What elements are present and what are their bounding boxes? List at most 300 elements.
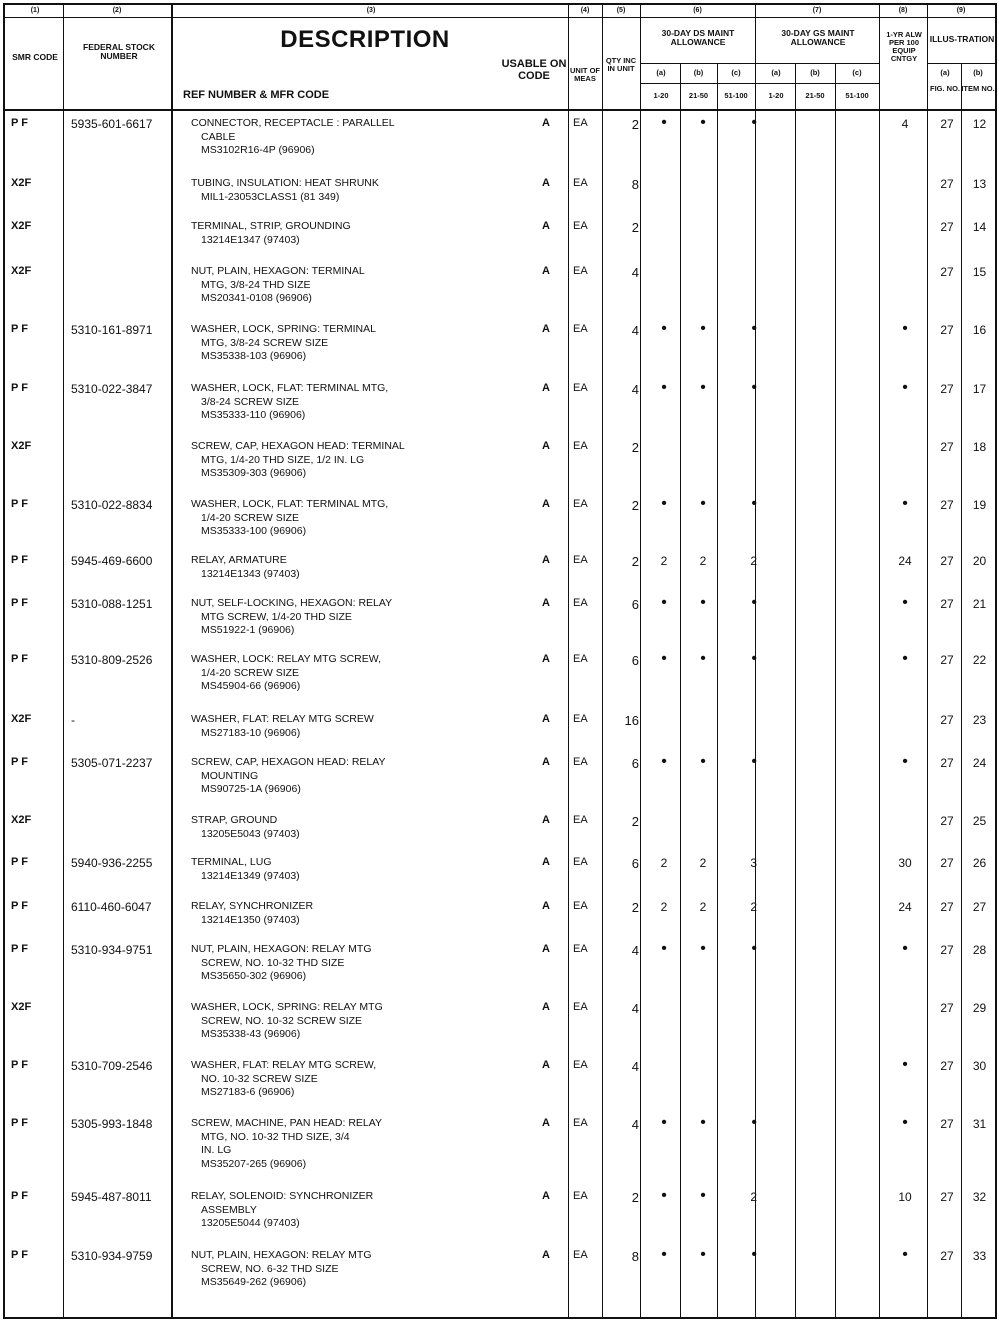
unit-of-measure: EA xyxy=(573,440,588,452)
ds-sub-c: (c) xyxy=(731,68,741,77)
ds-allowance-c: 2 xyxy=(750,900,757,914)
unit-of-measure: EA xyxy=(573,117,588,129)
table-row xyxy=(5,753,995,796)
usable-on-code: A xyxy=(542,1190,550,1202)
col-num-4: (4) xyxy=(580,7,590,14)
smr-code: P F xyxy=(11,856,28,868)
unit-of-measure: EA xyxy=(573,814,588,826)
description xyxy=(191,220,521,247)
figure-number: 27 xyxy=(940,1059,954,1073)
ds-allowance-b: • xyxy=(700,594,706,611)
item-number: 29 xyxy=(972,1001,987,1015)
description xyxy=(191,323,521,364)
description-line: TERMINAL, STRIP, GROUNDING xyxy=(191,220,351,232)
illus-sub-b: (b) xyxy=(973,68,983,77)
smr-code: P F xyxy=(11,653,28,665)
description-line: WASHER, LOCK, SPRING: RELAY MTG xyxy=(191,1001,383,1013)
unit-of-measure: EA xyxy=(573,554,588,566)
figure-number: 27 xyxy=(940,1249,954,1263)
ds-allowance-b: • xyxy=(700,753,706,770)
description xyxy=(191,943,521,984)
smr-code: P F xyxy=(11,554,28,566)
col-num-2: (2) xyxy=(112,7,122,14)
one-year-allowance-header: 1-YR ALW PER 100 EQUIP CNTGY xyxy=(886,30,922,63)
one-year-allowance: 4 xyxy=(901,117,909,131)
description-line: NUT, PLAIN, HEXAGON: RELAY MTG xyxy=(191,943,372,955)
item-number: 28 xyxy=(972,943,987,957)
description-line: MTG SCREW, 1/4-20 THD SIZE xyxy=(201,610,352,623)
unit-of-meas-header: UNIT OF MEAS xyxy=(570,66,600,83)
quantity: 4 xyxy=(631,1117,639,1132)
table-row xyxy=(5,220,995,246)
gs-maint-allowance-header: 30-DAY GS MAINT ALLOWANCE xyxy=(781,28,855,47)
usable-on-code: A xyxy=(542,554,550,566)
description-line: WASHER, FLAT: RELAY MTG SCREW, xyxy=(191,1059,377,1071)
unit-of-measure: EA xyxy=(573,220,588,232)
description-line: MS35207-265 (96906) xyxy=(201,1157,307,1170)
ds-allowance-b: 2 xyxy=(699,856,707,870)
description-line: MS3102R16-4P (96906) xyxy=(201,144,315,157)
unit-of-measure: EA xyxy=(573,943,588,955)
usable-on-code: A xyxy=(542,1117,550,1129)
quantity: 4 xyxy=(631,1001,639,1016)
gs-range-2: 21-50 xyxy=(805,91,825,100)
table-row xyxy=(5,940,995,983)
item-number: 27 xyxy=(972,900,987,914)
item-number: 25 xyxy=(972,814,987,828)
description-line: TUBING, INSULATION: HEAT SHRUNK xyxy=(191,177,379,189)
item-number: 26 xyxy=(972,856,987,870)
col-num-3: (3) xyxy=(366,7,376,14)
item-number: 23 xyxy=(972,713,987,727)
description-line: 13214E1343 (97403) xyxy=(201,567,300,580)
description xyxy=(191,597,521,638)
description-line: MS51922-1 (96906) xyxy=(201,624,295,637)
ds-allowance-a: • xyxy=(661,940,667,957)
table-row xyxy=(5,650,995,693)
description-line: MTG, 3/8-24 THD SIZE xyxy=(201,278,311,291)
description-line: SCREW, CAP, HEXAGON HEAD: TERMINAL xyxy=(191,440,405,452)
figure-number: 27 xyxy=(940,900,954,914)
ds-maint-allowance-header: 30-DAY DS MAINT ALLOWANCE xyxy=(661,28,735,47)
one-year-allowance: • xyxy=(902,753,908,770)
ds-allowance-a: • xyxy=(661,495,667,512)
federal-stock-number: 6110-460-6047 xyxy=(71,900,152,914)
ds-allowance-a: • xyxy=(661,114,667,131)
description xyxy=(191,1190,521,1231)
parts-list-page xyxy=(3,3,997,1319)
smr-code: P F xyxy=(11,943,28,955)
table-row xyxy=(5,1246,995,1289)
description-line: NUT, PLAIN, HEXAGON: RELAY MTG xyxy=(191,1249,372,1261)
federal-stock-number: 5310-161-8971 xyxy=(71,323,153,337)
smr-code: P F xyxy=(11,597,28,609)
unit-of-measure: EA xyxy=(573,713,588,725)
ds-allowance-a: • xyxy=(661,379,667,396)
one-year-allowance: 10 xyxy=(898,1190,912,1204)
description-line: 1/4-20 SCREW SIZE xyxy=(201,511,300,524)
gs-sub-b: (b) xyxy=(810,68,820,77)
ds-allowance-b: • xyxy=(700,495,706,512)
ds-sub-b: (b) xyxy=(693,68,704,77)
federal-stock-number: 5945-469-6600 xyxy=(71,554,153,568)
unit-of-measure: EA xyxy=(573,597,588,609)
ds-allowance-b: • xyxy=(700,940,706,957)
unit-of-measure: EA xyxy=(573,1001,588,1013)
item-number: 20 xyxy=(972,554,987,568)
ds-allowance-c: • xyxy=(751,940,757,957)
quantity: 6 xyxy=(631,653,639,668)
ds-allowance-a: • xyxy=(661,650,667,667)
usable-on-code: A xyxy=(542,265,550,277)
figure-number: 27 xyxy=(940,554,954,568)
ds-allowance-b: • xyxy=(700,1246,706,1263)
description xyxy=(191,1249,521,1290)
smr-code: P F xyxy=(11,498,28,510)
table-row xyxy=(5,900,995,926)
usable-on-code: A xyxy=(542,1001,550,1013)
usable-on-code: A xyxy=(542,900,550,912)
description-line: MS20341-0108 (96906) xyxy=(201,292,312,305)
usable-on-code: A xyxy=(542,756,550,768)
table-row xyxy=(5,265,995,305)
col-num-8: (8) xyxy=(898,7,908,14)
item-number: 31 xyxy=(972,1117,987,1131)
description xyxy=(191,177,521,204)
description-line: 13205E5044 (97403) xyxy=(201,1217,300,1230)
unit-of-measure: EA xyxy=(573,856,588,868)
description-line: MS35338-103 (96906) xyxy=(201,350,307,363)
description-line: MTG, 3/8-24 SCREW SIZE xyxy=(201,336,329,349)
description-line: 13214E1350 (97403) xyxy=(201,913,300,926)
table-row xyxy=(5,554,995,580)
table-row xyxy=(5,1187,995,1230)
description-line: 13205E5043 (97403) xyxy=(201,827,300,840)
description-line: NUT, PLAIN, HEXAGON: TERMINAL xyxy=(191,265,365,277)
figure-number: 27 xyxy=(940,814,954,828)
description-line: MS35309-303 (96906) xyxy=(201,467,307,480)
table-row xyxy=(5,713,995,739)
figure-number: 27 xyxy=(940,943,954,957)
federal-stock-number: 5310-809-2526 xyxy=(71,653,153,667)
unit-of-measure: EA xyxy=(573,653,588,665)
description xyxy=(191,117,521,158)
ds-allowance-a: • xyxy=(661,753,667,770)
ds-allowance-c: • xyxy=(751,594,757,611)
ds-allowance-b: 2 xyxy=(699,554,707,568)
ds-allowance-c: 3 xyxy=(750,856,757,870)
ds-allowance-a: 2 xyxy=(660,900,668,914)
one-year-allowance: 24 xyxy=(898,900,912,914)
ds-allowance-a: • xyxy=(661,320,667,337)
description-line: WASHER, LOCK, FLAT: TERMINAL MTG, xyxy=(191,498,389,510)
usable-on-code: A xyxy=(542,1249,550,1261)
item-number: 30 xyxy=(972,1059,987,1073)
item-number: 22 xyxy=(972,653,987,667)
federal-stock-number: 5310-934-9759 xyxy=(71,1249,153,1263)
ds-allowance-a: 2 xyxy=(660,554,668,568)
table-row xyxy=(5,320,995,363)
description-line: WASHER, FLAT: RELAY MTG SCREW xyxy=(191,713,374,725)
ds-allowance-a: • xyxy=(661,594,667,611)
gs-range-1: 1-20 xyxy=(768,91,784,100)
description-line: MOUNTING xyxy=(201,769,259,782)
figure-number: 27 xyxy=(940,856,954,870)
description-line: MS35650-302 (96906) xyxy=(201,970,307,983)
federal-stock-number: 5310-934-9751 xyxy=(71,943,153,957)
figure-number: 27 xyxy=(940,265,954,279)
smr-code: P F xyxy=(11,1117,28,1129)
ds-range-2: 21-50 xyxy=(688,91,709,100)
table-row xyxy=(5,177,995,203)
unit-of-measure: EA xyxy=(573,1190,588,1202)
ds-allowance-c: • xyxy=(751,379,757,396)
figure-number: 27 xyxy=(940,1117,954,1131)
description-line: MTG, 1/4-20 THD SIZE, 1/2 IN. LG xyxy=(201,453,365,466)
unit-of-measure: EA xyxy=(573,756,588,768)
federal-stock-number: - xyxy=(71,713,75,727)
one-year-allowance: • xyxy=(902,379,908,396)
qty-inc-header: QTY INC IN UNIT xyxy=(605,56,637,73)
ds-allowance-a: • xyxy=(661,1246,667,1263)
gs-sub-c: (c) xyxy=(852,68,862,77)
figure-number: 27 xyxy=(940,177,954,191)
description xyxy=(191,382,521,423)
description-line: WASHER, LOCK, SPRING: TERMINAL xyxy=(191,323,376,335)
usable-on-code: A xyxy=(542,597,550,609)
smr-code: P F xyxy=(11,900,28,912)
description-line: MS45904-66 (96906) xyxy=(201,680,301,693)
smr-code: X2F xyxy=(11,220,32,232)
ds-allowance-c: • xyxy=(751,753,757,770)
item-number: 18 xyxy=(972,440,987,454)
item-number: 19 xyxy=(972,498,987,512)
illustration-header: ILLUS-TRATION xyxy=(929,34,995,44)
ds-allowance-a: • xyxy=(661,1114,667,1131)
smr-code: P F xyxy=(11,117,28,129)
usable-on-code-header: USABLE ON CODE xyxy=(501,58,567,82)
one-year-allowance: • xyxy=(902,320,908,337)
description xyxy=(191,265,521,306)
description-line: CONNECTOR, RECEPTACLE : PARALLEL xyxy=(191,117,395,129)
quantity: 6 xyxy=(631,756,639,771)
unit-of-measure: EA xyxy=(573,1117,588,1129)
one-year-allowance: • xyxy=(902,1056,908,1073)
smr-code: P F xyxy=(11,1249,28,1261)
item-number: 16 xyxy=(972,323,987,337)
ds-allowance-c: • xyxy=(751,650,757,667)
figure-number: 27 xyxy=(940,220,954,234)
description-line: SCREW, NO. 10-32 THD SIZE xyxy=(201,956,345,969)
description-header: DESCRIPTION xyxy=(280,26,450,53)
ds-allowance-c: • xyxy=(751,1114,757,1131)
item-number: 32 xyxy=(972,1190,987,1204)
item-number: 15 xyxy=(972,265,987,279)
ds-allowance-b: • xyxy=(700,114,706,131)
federal-stock-number: 5945-487-8011 xyxy=(71,1190,152,1204)
unit-of-measure: EA xyxy=(573,498,588,510)
ds-allowance-c: • xyxy=(751,1246,757,1263)
ds-allowance-b: • xyxy=(700,1114,706,1131)
unit-of-measure: EA xyxy=(573,382,588,394)
figure-number: 27 xyxy=(940,713,954,727)
smr-code: P F xyxy=(11,382,28,394)
smr-code: X2F xyxy=(11,713,32,725)
item-number: 33 xyxy=(972,1249,987,1263)
usable-on-code: A xyxy=(542,117,550,129)
description-line: 13214E1347 (97403) xyxy=(201,233,300,246)
description-line: 3/8-24 SCREW SIZE xyxy=(201,395,300,408)
description-line: TERMINAL, LUG xyxy=(191,856,272,868)
smr-code: P F xyxy=(11,756,28,768)
unit-of-measure: EA xyxy=(573,900,588,912)
item-number: 14 xyxy=(972,220,987,234)
quantity: 16 xyxy=(624,713,639,728)
quantity: 4 xyxy=(631,382,639,397)
quantity: 8 xyxy=(631,1249,639,1264)
quantity: 2 xyxy=(631,900,639,915)
table-row xyxy=(5,495,995,538)
quantity: 6 xyxy=(631,597,639,612)
ds-allowance-c: • xyxy=(751,495,757,512)
ds-allowance-b: • xyxy=(700,379,706,396)
quantity: 2 xyxy=(631,1190,639,1205)
figure-number: 27 xyxy=(940,653,954,667)
ds-range-1: 1-20 xyxy=(653,91,669,100)
description-line: MS90725-1A (96906) xyxy=(201,783,301,796)
table-row xyxy=(5,1114,995,1170)
description-line: SCREW, MACHINE, PAN HEAD: RELAY xyxy=(191,1117,382,1129)
federal-stock-number: 5935-601-6617 xyxy=(71,117,153,131)
description-line: 13214E1349 (97403) xyxy=(201,869,300,882)
table-row xyxy=(5,379,995,422)
illus-sub-a: (a) xyxy=(940,68,950,77)
usable-on-code: A xyxy=(542,943,550,955)
description-line: MS35338-43 (96906) xyxy=(201,1028,301,1041)
description-line: RELAY, ARMATURE xyxy=(191,554,287,566)
quantity: 2 xyxy=(631,440,639,455)
figure-number: 27 xyxy=(940,440,954,454)
quantity: 2 xyxy=(631,117,639,132)
federal-stock-number: 5310-022-8834 xyxy=(71,498,153,512)
quantity: 4 xyxy=(631,323,639,338)
description xyxy=(191,900,521,927)
smr-code: X2F xyxy=(11,814,32,826)
usable-on-code: A xyxy=(542,323,550,335)
federal-stock-number: 5305-071-2237 xyxy=(71,756,153,770)
quantity: 4 xyxy=(631,943,639,958)
gs-sub-a: (a) xyxy=(771,68,781,77)
col-num-5: (5) xyxy=(616,7,626,14)
description xyxy=(191,1001,521,1042)
usable-on-code: A xyxy=(542,713,550,725)
item-number: 17 xyxy=(972,382,987,396)
unit-of-measure: EA xyxy=(573,323,588,335)
table-row xyxy=(5,1001,995,1041)
description xyxy=(191,814,521,841)
federal-stock-number: 5305-993-1848 xyxy=(71,1117,153,1131)
description-line: MTG, NO. 10-32 THD SIZE, 3/4 xyxy=(201,1130,350,1143)
gs-range-3: 51-100 xyxy=(845,91,869,100)
usable-on-code: A xyxy=(542,177,550,189)
description xyxy=(191,856,521,883)
federal-stock-number: 5310-709-2546 xyxy=(71,1059,153,1073)
description xyxy=(191,1059,521,1100)
smr-code: X2F xyxy=(11,265,32,277)
figure-number: 27 xyxy=(940,323,954,337)
description-line: MS27183-6 (96906) xyxy=(201,1086,295,1099)
one-year-allowance: 30 xyxy=(898,856,912,870)
description-line: RELAY, SYNCHRONIZER xyxy=(191,900,314,912)
ds-allowance-b: 2 xyxy=(699,900,707,914)
federal-stock-number: 5310-088-1251 xyxy=(71,597,153,611)
description-line: ASSEMBLY xyxy=(201,1203,257,1216)
description-line: WASHER, LOCK: RELAY MTG SCREW, xyxy=(191,653,382,665)
ds-allowance-c: 2 xyxy=(750,1190,757,1204)
item-number: 13 xyxy=(972,177,987,191)
ds-allowance-c: • xyxy=(751,320,757,337)
figure-number: 27 xyxy=(940,597,954,611)
description xyxy=(191,756,521,797)
col-num-7: (7) xyxy=(812,7,822,14)
one-year-allowance: • xyxy=(902,594,908,611)
ds-allowance-b: • xyxy=(700,320,706,337)
usable-on-code: A xyxy=(542,498,550,510)
federal-stock-number: 5940-936-2255 xyxy=(71,856,153,870)
table-row xyxy=(5,114,995,157)
col-num-6: (6) xyxy=(693,7,702,14)
ds-allowance-a: • xyxy=(661,1187,667,1204)
ds-allowance-c: • xyxy=(751,114,757,131)
description xyxy=(191,653,521,694)
one-year-allowance: • xyxy=(902,650,908,667)
ds-allowance-c: 2 xyxy=(750,554,757,568)
usable-on-code: A xyxy=(542,653,550,665)
quantity: 2 xyxy=(631,814,639,829)
figure-number: 27 xyxy=(940,1001,954,1015)
description-line: IN. LG xyxy=(201,1144,232,1157)
quantity: 8 xyxy=(631,177,639,192)
smr-code-header: SMR CODE xyxy=(12,52,58,62)
description-line: SCREW, CAP, HEXAGON HEAD: RELAY xyxy=(191,756,386,768)
description-line: MS35333-110 (96906) xyxy=(201,409,306,422)
figure-number: 27 xyxy=(940,1190,954,1204)
smr-code: P F xyxy=(11,1059,28,1071)
quantity: 4 xyxy=(631,1059,639,1074)
description xyxy=(191,713,521,740)
description-line: SCREW, NO. 6-32 THD SIZE xyxy=(201,1262,339,1275)
quantity: 2 xyxy=(631,220,639,235)
description-line: MS35649-262 (96906) xyxy=(201,1276,307,1289)
usable-on-code: A xyxy=(542,814,550,826)
col-num-1: (1) xyxy=(30,7,40,14)
description-line: NO. 10-32 SCREW SIZE xyxy=(201,1072,318,1085)
figure-number: 27 xyxy=(940,756,954,770)
one-year-allowance: 24 xyxy=(898,554,912,568)
usable-on-code: A xyxy=(542,1059,550,1071)
quantity: 4 xyxy=(631,265,639,280)
quantity: 6 xyxy=(631,856,639,871)
item-number: 24 xyxy=(972,756,987,770)
description xyxy=(191,1117,521,1172)
table-row xyxy=(5,440,995,480)
federal-stock-number-header: FEDERAL STOCK NUMBER xyxy=(83,42,155,61)
table-row xyxy=(5,594,995,637)
table-row xyxy=(5,1056,995,1099)
one-year-allowance: • xyxy=(902,1246,908,1263)
unit-of-measure: EA xyxy=(573,1059,588,1071)
figure-number: 27 xyxy=(940,117,954,131)
